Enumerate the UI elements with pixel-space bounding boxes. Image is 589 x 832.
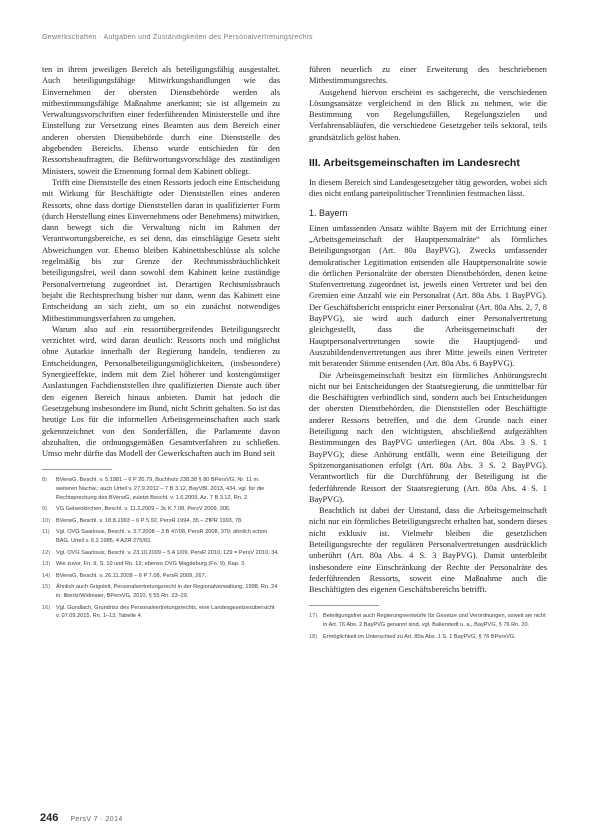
footnote-number: 9) <box>42 506 47 513</box>
footnote-text: Ähnlich auch Grigoleit, Personalvertretungsrecht in der Regionalverwaltung, 1998, Rn. 24 in: Ilbertz/Widmaier, BPersVG, 2010, § 55 Rn. 23–29. <box>56 584 278 599</box>
body-paragraph: ten in ihrem jeweiligen Bereich als beteiligungsfähig ausgestaltet. Auch beteiligungsfähige Mitwirkungshandlungen wie das Einvernehmen der obersten Dienstbehörde werden als mitbestimmungsfähige Maßnahme anerkannt; sie ist allgemein zu Verwaltungsvorschriften einer federführenden Ministerstelle und ihre Einstellung zur Versetzung eines Beamten aus dem Bereich einer anderen obersten Dienstbehörde durch eine Dienststelle des abgebenden Bereichs. Ebenso wurde entschieden für den Ressortsbeauftragten, die Befürwortungsvorschläge des zuständigen Ministers, soweit die Ernennung formal dem Kabinett obliegt. <box>42 65 280 176</box>
footnote-divider <box>309 605 379 606</box>
footnote <box>309 633 547 642</box>
footnote-number: 10) <box>42 517 51 524</box>
body-paragraph: Die Arbeitsgemeinschaft besitzt ein förmliches Anhörungsrecht nicht nur bei Entscheidungen der Staatsregierung, die unmittelbar für die Beschäftigten verbindlich sind, sondern auch bei Entscheidungen der obersten Dienstbehörden, die Dienststellen oder Beschäftigte anderer Ressorts betreffen, und die dem Grunde nach einer Beteiligung nach den wichtigsten, abschließend aufgezählten Bestimmungen des BayPVG unterliegen (Art. 80a Abs. 3 S. 1 BayPVG); diese Anhörung entfällt, wenn eine Beteiligung der Spitzenorganisationen erfolgt (Art. 80a Abs. 3 S. 2 BayPVG). Verantwortlich für die Durchführung der Beteiligung ist die federführende Ressort der Staatsregierung (Art. 80a Abs. 4 S. 1 BayPVG). <box>309 370 547 504</box>
footnote-number: 14) <box>42 572 51 579</box>
body-paragraph: Ausgehend hiervon erscheint es sachgerecht, die verschiedenen Lösungsansätze vergleichend in den Blick zu nehmen, wie die Bestimmung von Regelungsfällen, Regelungszielen und Verfahrensabläufen, die verschiedene Gesetzgeber teils sektoral, teils grundsätzlich gelöst haben. <box>309 87 547 142</box>
body-paragraph: führen neuerlich zu einer Erweiterung des beschriebenen Mitbestimmungsrechts. <box>309 65 547 86</box>
footnote-number: 16) <box>42 604 51 611</box>
section-heading: III. Arbeitsgemeinschaften im Landesrecht <box>309 157 520 170</box>
footnote <box>42 560 280 569</box>
right-column <box>309 64 547 644</box>
footnote <box>42 528 280 545</box>
footnote <box>42 604 280 621</box>
footnote-number: 15) <box>42 584 51 591</box>
page-footer <box>40 812 540 826</box>
footnote-text: VG Gelsenkirchen, Beschl. v. 11.2.2009 – 3c K 7.08, PersV 2009, 306. <box>56 506 231 513</box>
footnote-text: BVerwG, Beschl. v. 18.8.1993 – 6 P 5.92, PersR 1994, 35 – ZfPR 1993, 78. <box>56 517 243 524</box>
body-paragraph: Einen umfassenden Ansatz wählte Bayern mit der Errichtung einer „Arbeitsgemeinschaft der Hauptpersonalräte“ als förmliches Beteiligungsorgan (Art. 80a BayPVG). Zwecks umfassender demokratischer Legitimation entsenden alle Hauptpersonalräte sowie die örtlichen Personalräte der obersten Dienstbehörden, denen keine Stufenvertretung zugeordnet ist, jeweils einen Vertreter und bei den Gremien eine Anzahl wie ein Personalrat (Art. 80a Abs. 1 BayPVG). Der Geschäftsbericht entspricht einer Personalrat (Art. 80a Abs. 2, 7, 8 BayPVG), sie wird auch dadurch einer Personalvertretung gleichgestellt, dass die Arbeitsgemeinschaft der Hauptpersonalvertretungen sowie die Hauptjugend- und Auszubildendenvertretungen aus ihrer Mitte jeweils einen Vertreter mit beratender Stimme entsenden (Art. 80a Abs. 6 BayPVG). <box>309 223 547 369</box>
footnote-text: Vgl. OVG Saarlouis, Beschl. v. 3.7.2008 – 3 B 47/08, PersR 2008, 379; ähnlich schon BAG, Urteil v. 6.2.1985, 4 AZR 275/83. <box>56 529 268 544</box>
footnote-text: Ermöglichkeit im Unterschied zu Art. 80a Abs. 1 S. 1 BayPVG, § 76 BPersVG. <box>323 633 516 640</box>
footnote-text: BVerwG, Beschl. v. 5.1981 – 6 P 20.79, Buchholz 238.38 § 80 BPersVG, Nr. 11 m. weiteren Nachw.; auch Urteil v. 27.9.2012 – 7 B 3.12, BayVBl. 2013, 434, vgl. für die Rechtsprechung des BVerwG, zuletzt Beschl. v. 1.6.2009, Az. 7 B 3.12, Rn. 2. <box>56 477 265 501</box>
footnote-text: Vgl. Gundlach, Grundriss des Personalvertretungsrechts, eine Landesgesetzesübersicht v. 07.09.2015, Rn. 1–13, Tabelle 4. <box>56 604 275 620</box>
body-paragraph: Beachtlich ist dabei der Umstand, dass die Arbeitsgemeinschaft nicht nur ein förmliches Beteiligungsrecht erhalten hat, sondern dieses nicht exklusiv ist. Vielmehr bleiben die gesetzlichen Beteiligungsrechte der regulären Personalvertretungen ausdrücklich unberührt (Art. 80a Abs. 4 S. 3 BayPVG). Damit unterbleibt insbesondere eine Einschränkung der Rechte der Personalräte des federführenden Ressorts, soweit eine Maßnahme auch die Beschäftigten des eigenen Geschäftsbereichs betrifft. <box>309 506 547 595</box>
footnote-text: Wie zuvor, Fn. 9, S. 10 und Rn. 12; ebenso OVG Magdeburg (Fn. 9), Kap. 3. <box>56 561 246 568</box>
running-head: Gewerkschaften · Aufgaben und Zuständigkeiten des Personalvertretungsrechts <box>42 34 313 41</box>
footnote-number: 13) <box>42 561 51 568</box>
footnote-divider <box>42 469 112 470</box>
body-paragraph: In diesem Bereich sind Landesgesetzgeber tätig geworden, wobei sich dies nicht entlang parteipolitischer Trennlinien festmachen lässt. <box>309 178 547 199</box>
footnote <box>42 572 280 581</box>
footnote-list <box>42 476 280 620</box>
footnote-number: 18) <box>309 633 318 640</box>
footnote-text: Vgl. OVG Saarlouis, Beschl. v. 23.10.2009 – 5 A 1/09, PersR 2010, 129 = PersV 2010, 34. <box>56 549 280 556</box>
footnote-number: 8) <box>42 477 47 484</box>
body-paragraph: Trifft eine Dienststelle des einen Ressorts jedoch eine Entscheidung mit Wirkung für Beschäftigte oder Dienststellen eines anderen Ressorts, ohne dass dortige Dienststellen daran in qualifizierter Form (durch Herstellung eines Einvernehmens oder Benehmens) mitwirken, dann bewegt sich die Verwaltung nicht im Rahmen der Verantwortungsbereiche, es sei denn, das einschlägige Gesetz sieht Abweichungen vor. Ebenso bleiben Kabinettsbeschlüsse als solche regelmäßig bis zur Grenze der Rechtsmissbräuchlichkeit beteiligungsfrei, weil dann sowohl dem Kabinett keine zuständige Personalvertretung zugeordnet ist. Derartigen Rechtsmissbrauch bejaht die Rechtsprechung bisher nur dann, wenn das Kabinett eine Entscheidung an sich zieht, um so ein zunächst notwendiges Mitbestimmungsverfahren zu umgehen. <box>42 177 280 323</box>
footnote-number: 17) <box>309 613 318 620</box>
footnote <box>309 612 547 629</box>
left-column <box>42 64 280 624</box>
footnote <box>42 476 280 502</box>
subsection-heading: 1. Bayern <box>309 207 348 218</box>
footnote <box>42 517 280 526</box>
footnote-text: Beteiligungsfrei auch Regierungsentwürfe für Gesetze und Verordnungen, soweit sie nicht in Art. 76 Abs. 2 BayPVG genannt sind, vgl. Ballerstedt u. a., BayPVG, § 76 Rn. 20. <box>323 613 546 629</box>
footnote-text: BVerwG, Beschl. v. 26.11.2008 – 6 P 7.08, PersR 2009, 267. <box>56 572 207 579</box>
footnote <box>42 505 280 514</box>
footnote-number: 11) <box>42 529 50 536</box>
footnote <box>42 549 280 558</box>
footnote <box>42 583 280 600</box>
page-number: 246 <box>40 812 59 824</box>
footnote-number: 12) <box>42 549 51 556</box>
journal-issue: PersV 7 · 2014 <box>70 816 123 823</box>
body-paragraph: Warum also auf ein ressortübergreifendes Beteiligungsrecht verzichtet wird, wird daran deutlich: Ressorts noch und möglichst ohne Autarkie innerhalb der Regierung handeln, tendieren zu Entscheidungen, Personalbeteiligungsmöglichkeiten, (insbesondere) Synergieeffekte, indem mit dem Ziel höherer und kostengünstiger Auslastungen Fachdienststellen ihre qualifizierten Dienste auch über den eigenen Bereich hinaus anbieten. Damit hat jedoch die Gesetzgebung insbesondere im Bund, nicht Schritt gehalten. So ist das heutige Los für die informellen Arbeitsgemeinschaften auch stark gekennzeichnet von den Sonderfällen, die Parlamente davon abzuhalten, die ordnungsgemäßen Gesamtverfahren zu schließen. Umso mehr dürfte das Modell der Gewerkschaften auch im Bund seit <box>42 324 280 459</box>
footnote-list <box>309 612 547 641</box>
